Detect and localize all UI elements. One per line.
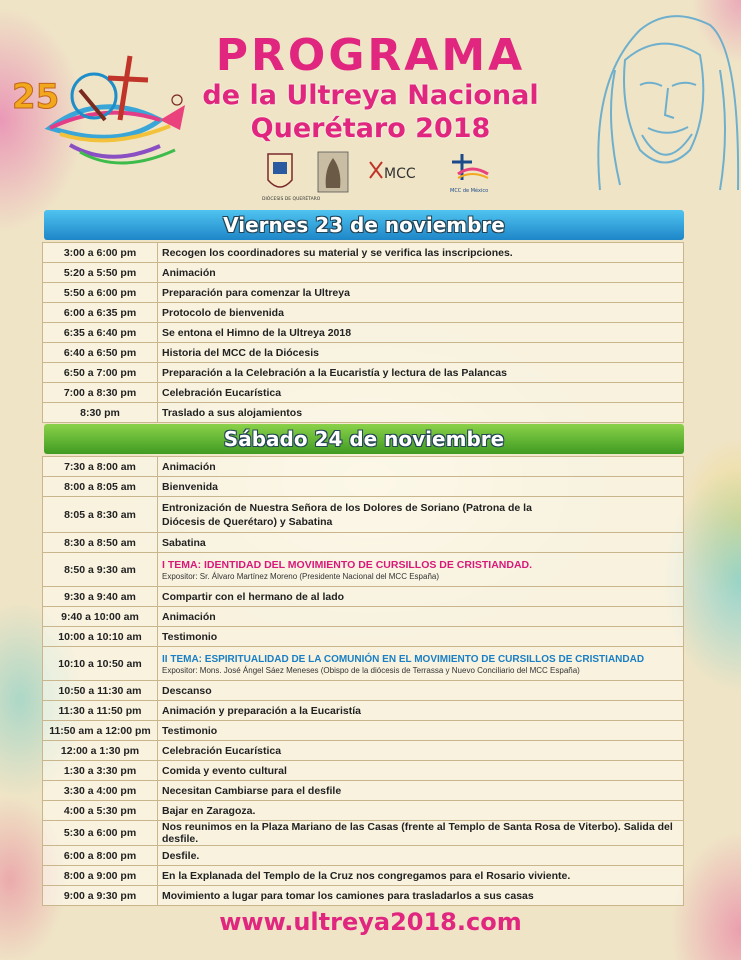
time-cell: 1:30 a 3:30 pm (43, 761, 158, 781)
table-row (43, 607, 684, 627)
activity-cell: Traslado a sus alojamientos (158, 403, 684, 423)
table-row (43, 647, 684, 681)
table-row (43, 801, 684, 821)
time-cell: 11:50 am a 12:00 pm (43, 721, 158, 741)
table-row (43, 477, 684, 497)
table-row (43, 403, 684, 423)
activity-cell: Bienvenida (158, 477, 684, 497)
table-row (43, 457, 684, 477)
mcc-mexico-logo (450, 154, 488, 194)
table-row (43, 363, 684, 383)
time-cell: 8:30 pm (43, 403, 158, 423)
time-cell: 5:30 a 6:00 pm (43, 821, 158, 846)
theme-1-speaker: Expositor: Sr. Álvaro Martínez Moreno (Presidente Nacional del MCC España) (162, 571, 440, 581)
program-title: PROGRAMA (215, 30, 526, 81)
time-cell: 6:00 a 8:00 pm (43, 846, 158, 866)
table-row (43, 821, 684, 846)
activity-cell: Descanso (158, 681, 684, 701)
time-cell: 10:50 a 11:30 am (43, 681, 158, 701)
time-cell: 8:00 a 9:00 pm (43, 866, 158, 886)
activity-cell (158, 647, 684, 681)
time-cell: 8:05 a 8:30 am (43, 497, 158, 533)
saturday-schedule-table (42, 456, 684, 906)
activity-cell: Animación (158, 457, 684, 477)
table-row (43, 383, 684, 403)
activity-cell: Animación (158, 607, 684, 627)
activity-cell: Preparación para comenzar la Ultreya (158, 283, 684, 303)
time-cell: 12:00 a 1:30 pm (43, 741, 158, 761)
time-cell: 6:00 a 6:35 pm (43, 303, 158, 323)
table-row (43, 533, 684, 553)
time-cell: 10:00 a 10:10 am (43, 627, 158, 647)
time-cell: 6:40 a 6:50 pm (43, 343, 158, 363)
activity-cell: Comida y evento cultural (158, 761, 684, 781)
friday-heading: Viernes 23 de noviembre (44, 210, 684, 240)
activity-cell: Se entona el Himno de la Ultreya 2018 (158, 323, 684, 343)
activity-cell (158, 497, 684, 533)
table-row (43, 553, 684, 587)
time-cell: 8:30 a 8:50 am (43, 533, 158, 553)
activity-cell: Desfile. (158, 846, 684, 866)
table-row (43, 886, 684, 906)
badge-mcc-label: MCC (384, 166, 416, 182)
time-cell: 11:30 a 11:50 pm (43, 701, 158, 721)
table-row (43, 243, 684, 263)
table-row (43, 781, 684, 801)
time-cell: 7:30 a 8:00 am (43, 457, 158, 477)
table-row (43, 497, 684, 533)
table-row (43, 866, 684, 886)
table-row (43, 761, 684, 781)
activity-cell: Animación y preparación a la Eucaristía (158, 701, 684, 721)
activity-cell: Compartir con el hermano de al lado (158, 587, 684, 607)
activity-cell: Celebración Eucarística (158, 741, 684, 761)
diocese-shield-icon (262, 154, 321, 202)
time-cell: 7:00 a 8:30 pm (43, 383, 158, 403)
theme-2-speaker: Expositor: Mons. José Ángel Sáez Meneses (Obispo de la diócesis de Terrassa y Nuevo Conciliario del MCC España) (162, 665, 580, 675)
table-row (43, 283, 684, 303)
time-cell: 9:40 a 10:00 am (43, 607, 158, 627)
time-cell: 8:50 a 9:30 am (43, 553, 158, 587)
table-row (43, 323, 684, 343)
activity-cell: Bajar en Zaragoza. (158, 801, 684, 821)
activity-cell: En la Explanada del Templo de la Cruz nos congregamos para el Rosario viviente. (158, 866, 684, 886)
table-row (43, 846, 684, 866)
activity-cell: Protocolo de bienvenida (158, 303, 684, 323)
activity-cell: Sabatina (158, 533, 684, 553)
theme-1-title: I TEMA: IDENTIDAD DEL MOVIMIENTO DE CURSILLOS DE CRISTIANDAD. (162, 558, 533, 571)
activity-cell: Testimonio (158, 627, 684, 647)
activity-cell: Nos reunimos en la Plaza Mariano de las Casas (frente al Templo de Santa Rosa de Viterbo). Salida del desfile. (158, 821, 684, 846)
activity-cell: Animación (158, 263, 684, 283)
time-cell: 5:20 a 5:50 pm (43, 263, 158, 283)
table-row (43, 263, 684, 283)
time-cell: 3:00 a 6:00 pm (43, 243, 158, 263)
website-link[interactable]: www.ultreya2018.com (219, 908, 522, 936)
mcc-diocese-logo (370, 162, 416, 182)
program-subtitle: de la Ultreya Nacional (202, 80, 539, 111)
theme-2-title: II TEMA: ESPIRITUALIDAD DE LA COMUNIÓN EN EL MOVIMIENTO DE CURSILLOS DE CRISTIANDAD (162, 653, 645, 665)
activity-cell: Celebración Eucarística (158, 383, 684, 403)
badge-diocese-label: DIÓCESIS DE QUERÉTARO (262, 197, 321, 202)
badge-mcc-mexico-label: MCC de México (450, 188, 489, 194)
activity-cell: Recogen los coordinadores su material y se verifica las inscripciones. (158, 243, 684, 263)
time-cell: 6:50 a 7:00 pm (43, 363, 158, 383)
table-row (43, 721, 684, 741)
table-row (43, 627, 684, 647)
activity-text: Entronización de Nuestra Señora de los Dolores de Soriano (Patrona de la Diócesis de Querétaro) y Sabatina (162, 501, 532, 528)
table-row (43, 343, 684, 363)
time-cell: 6:35 a 6:40 pm (43, 323, 158, 343)
table-row (43, 681, 684, 701)
activity-cell: Movimiento a lugar para tomar los camiones para trasladarlos a sus casas (158, 886, 684, 906)
time-cell: 8:00 a 8:05 am (43, 477, 158, 497)
activity-cell: Historia del MCC de la Diócesis (158, 343, 684, 363)
time-cell: 4:00 a 5:30 pm (43, 801, 158, 821)
time-cell: 3:30 a 4:00 pm (43, 781, 158, 801)
program-location-year: Querétaro 2018 (250, 113, 491, 144)
activity-cell: Preparación a la Celebración a la Eucaristía y lectura de las Palancas (158, 363, 684, 383)
activity-cell (158, 553, 684, 587)
time-cell: 9:00 a 9:30 pm (43, 886, 158, 906)
time-cell: 5:50 a 6:00 pm (43, 283, 158, 303)
institution-logos (262, 150, 502, 202)
friday-schedule-table (42, 242, 684, 423)
activity-cell: Testimonio (158, 721, 684, 741)
table-row (43, 587, 684, 607)
virgin-image-icon (318, 152, 348, 192)
table-row (43, 701, 684, 721)
time-cell: 9:30 a 9:40 am (43, 587, 158, 607)
time-cell: 10:10 a 10:50 am (43, 647, 158, 681)
table-row (43, 741, 684, 761)
saturday-heading: Sábado 24 de noviembre (44, 424, 684, 454)
logo-25-text: 25 (12, 77, 60, 117)
table-row (43, 303, 684, 323)
activity-cell: Necesitan Cambiarse para el desfile (158, 781, 684, 801)
